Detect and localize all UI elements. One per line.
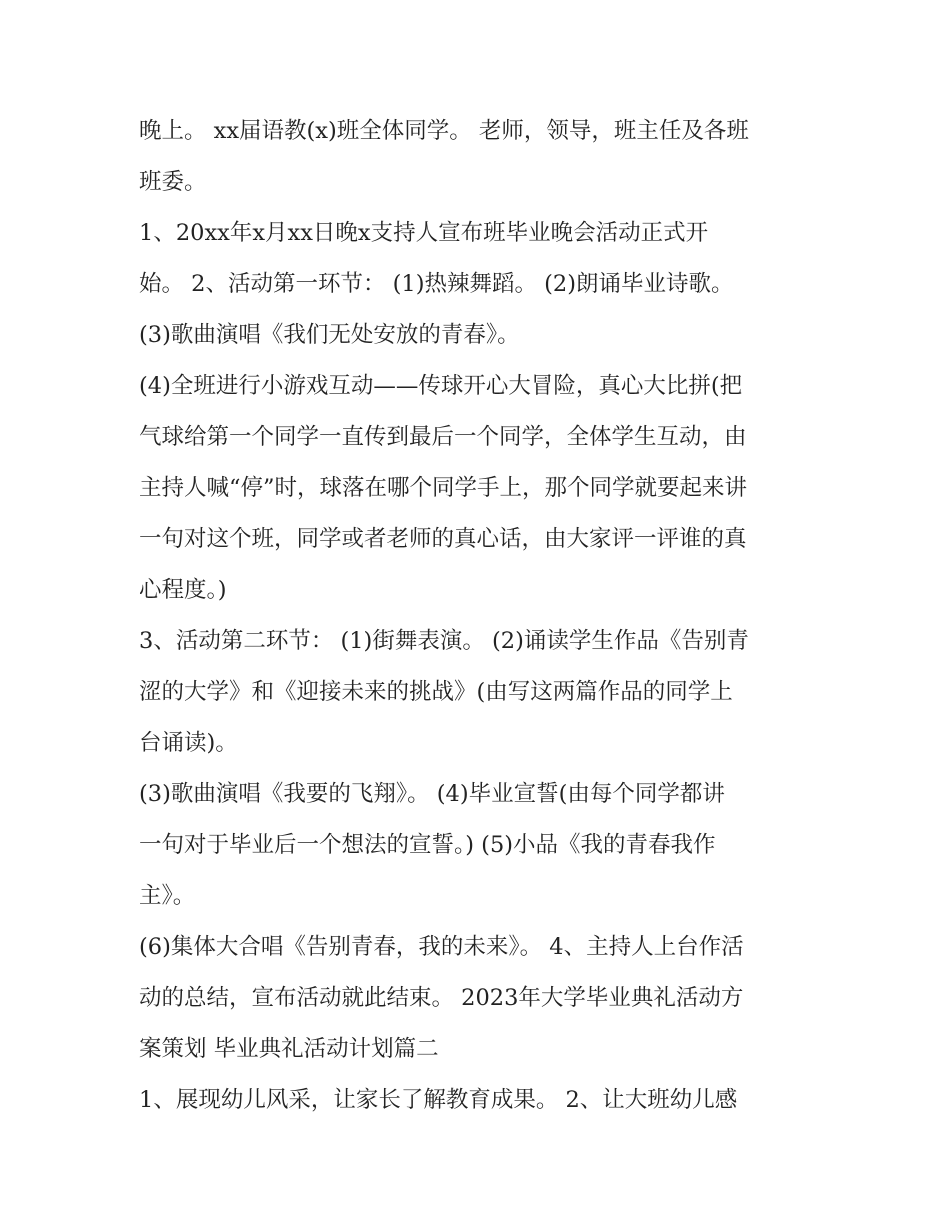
text-line: (4)全班进行小游戏互动——传球开心大冒险，真心大比拼(把	[139, 373, 743, 399]
paragraph-6	[139, 769, 819, 922]
text-line: 一句对于毕业后一个想法的宣誓。) (5)小品《我的青春我作	[139, 832, 716, 858]
paragraph-4	[139, 361, 819, 616]
text-line: 主持人喊“停”时，球落在哪个同学手上，那个同学就要起来讲	[139, 475, 748, 501]
paragraph-3	[139, 310, 819, 361]
text-line: 案策划 毕业典礼活动计划篇二	[139, 1036, 439, 1062]
text-line: 始。 2、活动第一环节： (1)热辣舞蹈。 (2)朗诵毕业诗歌。	[139, 271, 734, 297]
text-line: 涩的大学》和《迎接未来的挑战》(由写这两篇作品的同学上	[139, 679, 733, 705]
text-line: (6)集体大合唱《告别青春，我的未来》。 4、主持人上台作活	[139, 934, 744, 960]
text-line: 一句对这个班，同学或者老师的真心话，由大家评一评谁的真	[139, 526, 747, 552]
document-body	[139, 106, 819, 1126]
text-line: 晚上。 xx届语教(x)班全体同学。 老师，领导，班主任及各班	[139, 118, 749, 144]
paragraph-2	[139, 208, 819, 310]
paragraph-5	[139, 616, 819, 769]
text-line: 班委。	[139, 169, 207, 195]
paragraph-1	[139, 106, 819, 208]
text-line: (3)歌曲演唱《我要的飞翔》。 (4)毕业宣誓(由每个同学都讲	[139, 781, 725, 807]
text-line: 主》。	[139, 883, 196, 909]
text-line: 心程度。)	[139, 577, 227, 603]
paragraph-7	[139, 922, 819, 1075]
text-line: 3、活动第二环节： (1)街舞表演。 (2)诵读学生作品《告别青	[139, 628, 749, 654]
paragraph-8	[139, 1075, 819, 1126]
text-line: 1、展现幼儿风采，让家长了解教育成果。 2、让大班幼儿感	[139, 1087, 738, 1113]
text-line: (3)歌曲演唱《我们无处安放的青春》。	[139, 322, 520, 348]
text-line: 动的总结，宣布活动就此结束。 2023年大学毕业典礼活动方	[139, 985, 744, 1011]
text-line: 台诵读)。	[139, 730, 238, 756]
text-line: 气球给第一个同学一直传到最后一个同学，全体学生互动，由	[139, 424, 747, 450]
text-line: 1、20xx年x月xx日晚x支持人宣布班毕业晚会活动正式开	[139, 220, 709, 246]
